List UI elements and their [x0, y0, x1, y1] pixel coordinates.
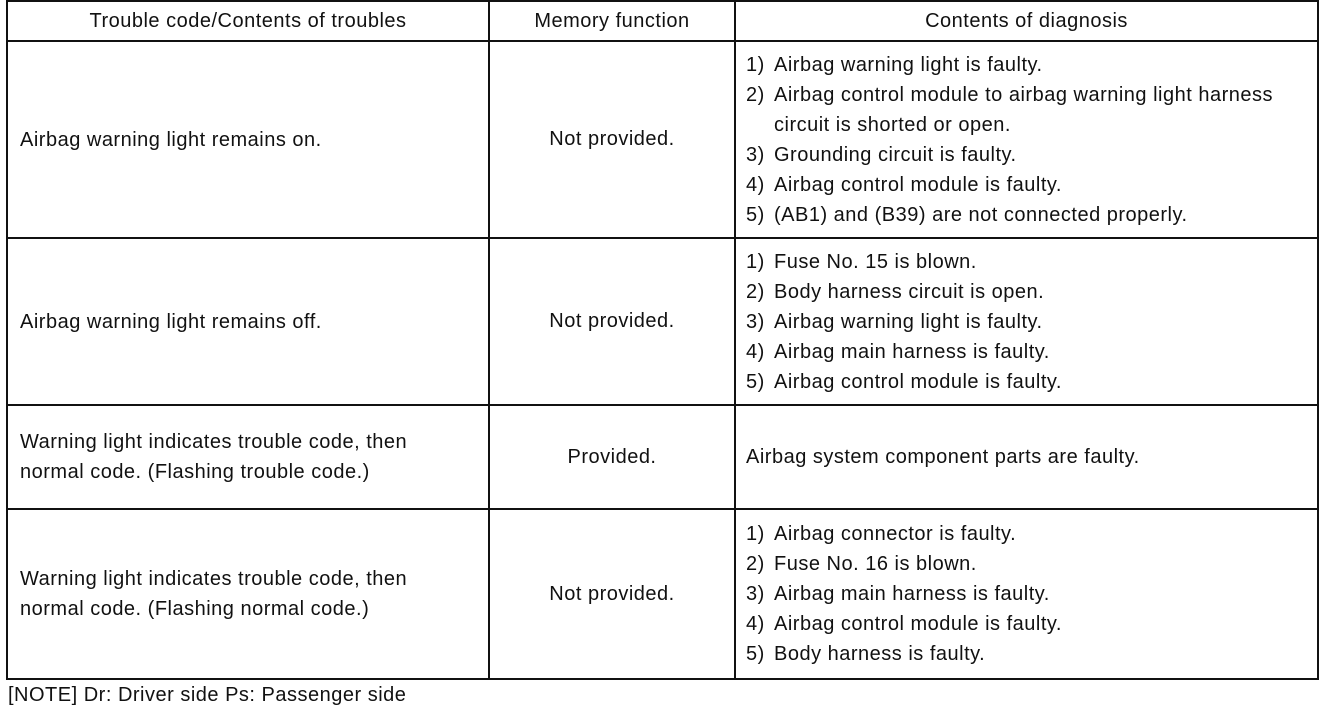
- item-text: Airbag warning light is faulty.: [774, 310, 1043, 333]
- item-number: 5): [746, 370, 765, 393]
- item-number: 5): [746, 643, 765, 665]
- diagnosis-cell: [735, 41, 1318, 238]
- diagnosis-item: [746, 170, 1309, 200]
- diagnosis-item: [746, 140, 1309, 170]
- memory-cell: Provided.: [489, 405, 735, 509]
- diagnosis-cell: [735, 238, 1318, 405]
- diagnosis-cell: [735, 509, 1318, 679]
- diagnosis-item: [746, 609, 1309, 639]
- item-text: Airbag main harness is faulty.: [774, 340, 1050, 363]
- diagnosis-item: [746, 549, 1309, 579]
- table-row: [7, 238, 1318, 405]
- item-text: Airbag warning light is faulty.: [774, 53, 1043, 76]
- diagnosis-item: [746, 200, 1309, 230]
- memory-cell: Not provided.: [489, 509, 735, 679]
- diagnosis-item: [746, 367, 1309, 397]
- item-number: 1): [746, 53, 765, 76]
- item-text: Fuse No. 15 is blown.: [774, 250, 977, 273]
- diagnosis-item: [746, 337, 1309, 367]
- item-number: 4): [746, 173, 765, 196]
- header-memory: Memory function: [489, 1, 735, 41]
- item-number: 3): [746, 143, 765, 166]
- item-text: Body harness circuit is open.: [774, 280, 1045, 303]
- item-text: Airbag connector is faulty.: [774, 523, 1017, 545]
- item-number: 4): [746, 340, 765, 363]
- item-text: Airbag control module to airbag warning light harness circuit is shorted or open.: [774, 83, 1273, 136]
- item-number: 1): [746, 250, 765, 273]
- trouble-cell: Airbag warning light remains on.: [7, 41, 489, 238]
- item-text: Airbag control module is faulty.: [774, 613, 1062, 635]
- item-number: 3): [746, 583, 765, 605]
- diagnosis-cell: Airbag system component parts are faulty.: [735, 405, 1318, 509]
- diagnosis-item: [746, 307, 1309, 337]
- item-number: 1): [746, 523, 765, 545]
- item-text: (AB1) and (B39) are not connected properly.: [774, 203, 1188, 226]
- item-text: Airbag main harness is faulty.: [774, 583, 1050, 605]
- diagnosis-list: [746, 519, 1309, 669]
- diagnosis-item: [746, 639, 1309, 669]
- item-text: Body harness is faulty.: [774, 643, 986, 665]
- header-trouble: Trouble code/Contents of troubles: [7, 1, 489, 41]
- header-row: [7, 1, 1318, 41]
- item-number: 3): [746, 310, 765, 333]
- item-text: Fuse No. 16 is blown.: [774, 553, 977, 575]
- table-row: [7, 509, 1318, 679]
- trouble-cell: Airbag warning light remains off.: [7, 238, 489, 405]
- trouble-cell: Warning light indicates trouble code, then normal code. (Flashing trouble code.): [7, 405, 489, 509]
- header-diagnosis: Contents of diagnosis: [735, 1, 1318, 41]
- diagnosis-table: [6, 0, 1319, 680]
- footnote: [NOTE] Dr: Driver side Ps: Passenger side: [8, 684, 407, 706]
- item-number: 2): [746, 83, 765, 106]
- diagnosis-item: [746, 277, 1309, 307]
- item-number: 5): [746, 203, 765, 226]
- item-number: 2): [746, 553, 765, 575]
- diagnosis-list: [746, 50, 1309, 230]
- diagnosis-item: [746, 579, 1309, 609]
- memory-cell: Not provided.: [489, 41, 735, 238]
- item-text: Airbag control module is faulty.: [774, 173, 1062, 196]
- trouble-cell: Warning light indicates trouble code, then normal code. (Flashing normal code.): [7, 509, 489, 679]
- diagnosis-item: [746, 50, 1309, 80]
- diagnosis-item: [746, 519, 1309, 549]
- item-number: 2): [746, 280, 765, 303]
- table-row: [7, 405, 1318, 509]
- diagnosis-item: [746, 80, 1309, 140]
- diagnosis-item: [746, 247, 1309, 277]
- item-text: Airbag control module is faulty.: [774, 370, 1062, 393]
- item-number: 4): [746, 613, 765, 635]
- memory-cell: Not provided.: [489, 238, 735, 405]
- diagnosis-list: [746, 247, 1309, 397]
- item-text: Grounding circuit is faulty.: [774, 143, 1017, 166]
- table-row: [7, 41, 1318, 238]
